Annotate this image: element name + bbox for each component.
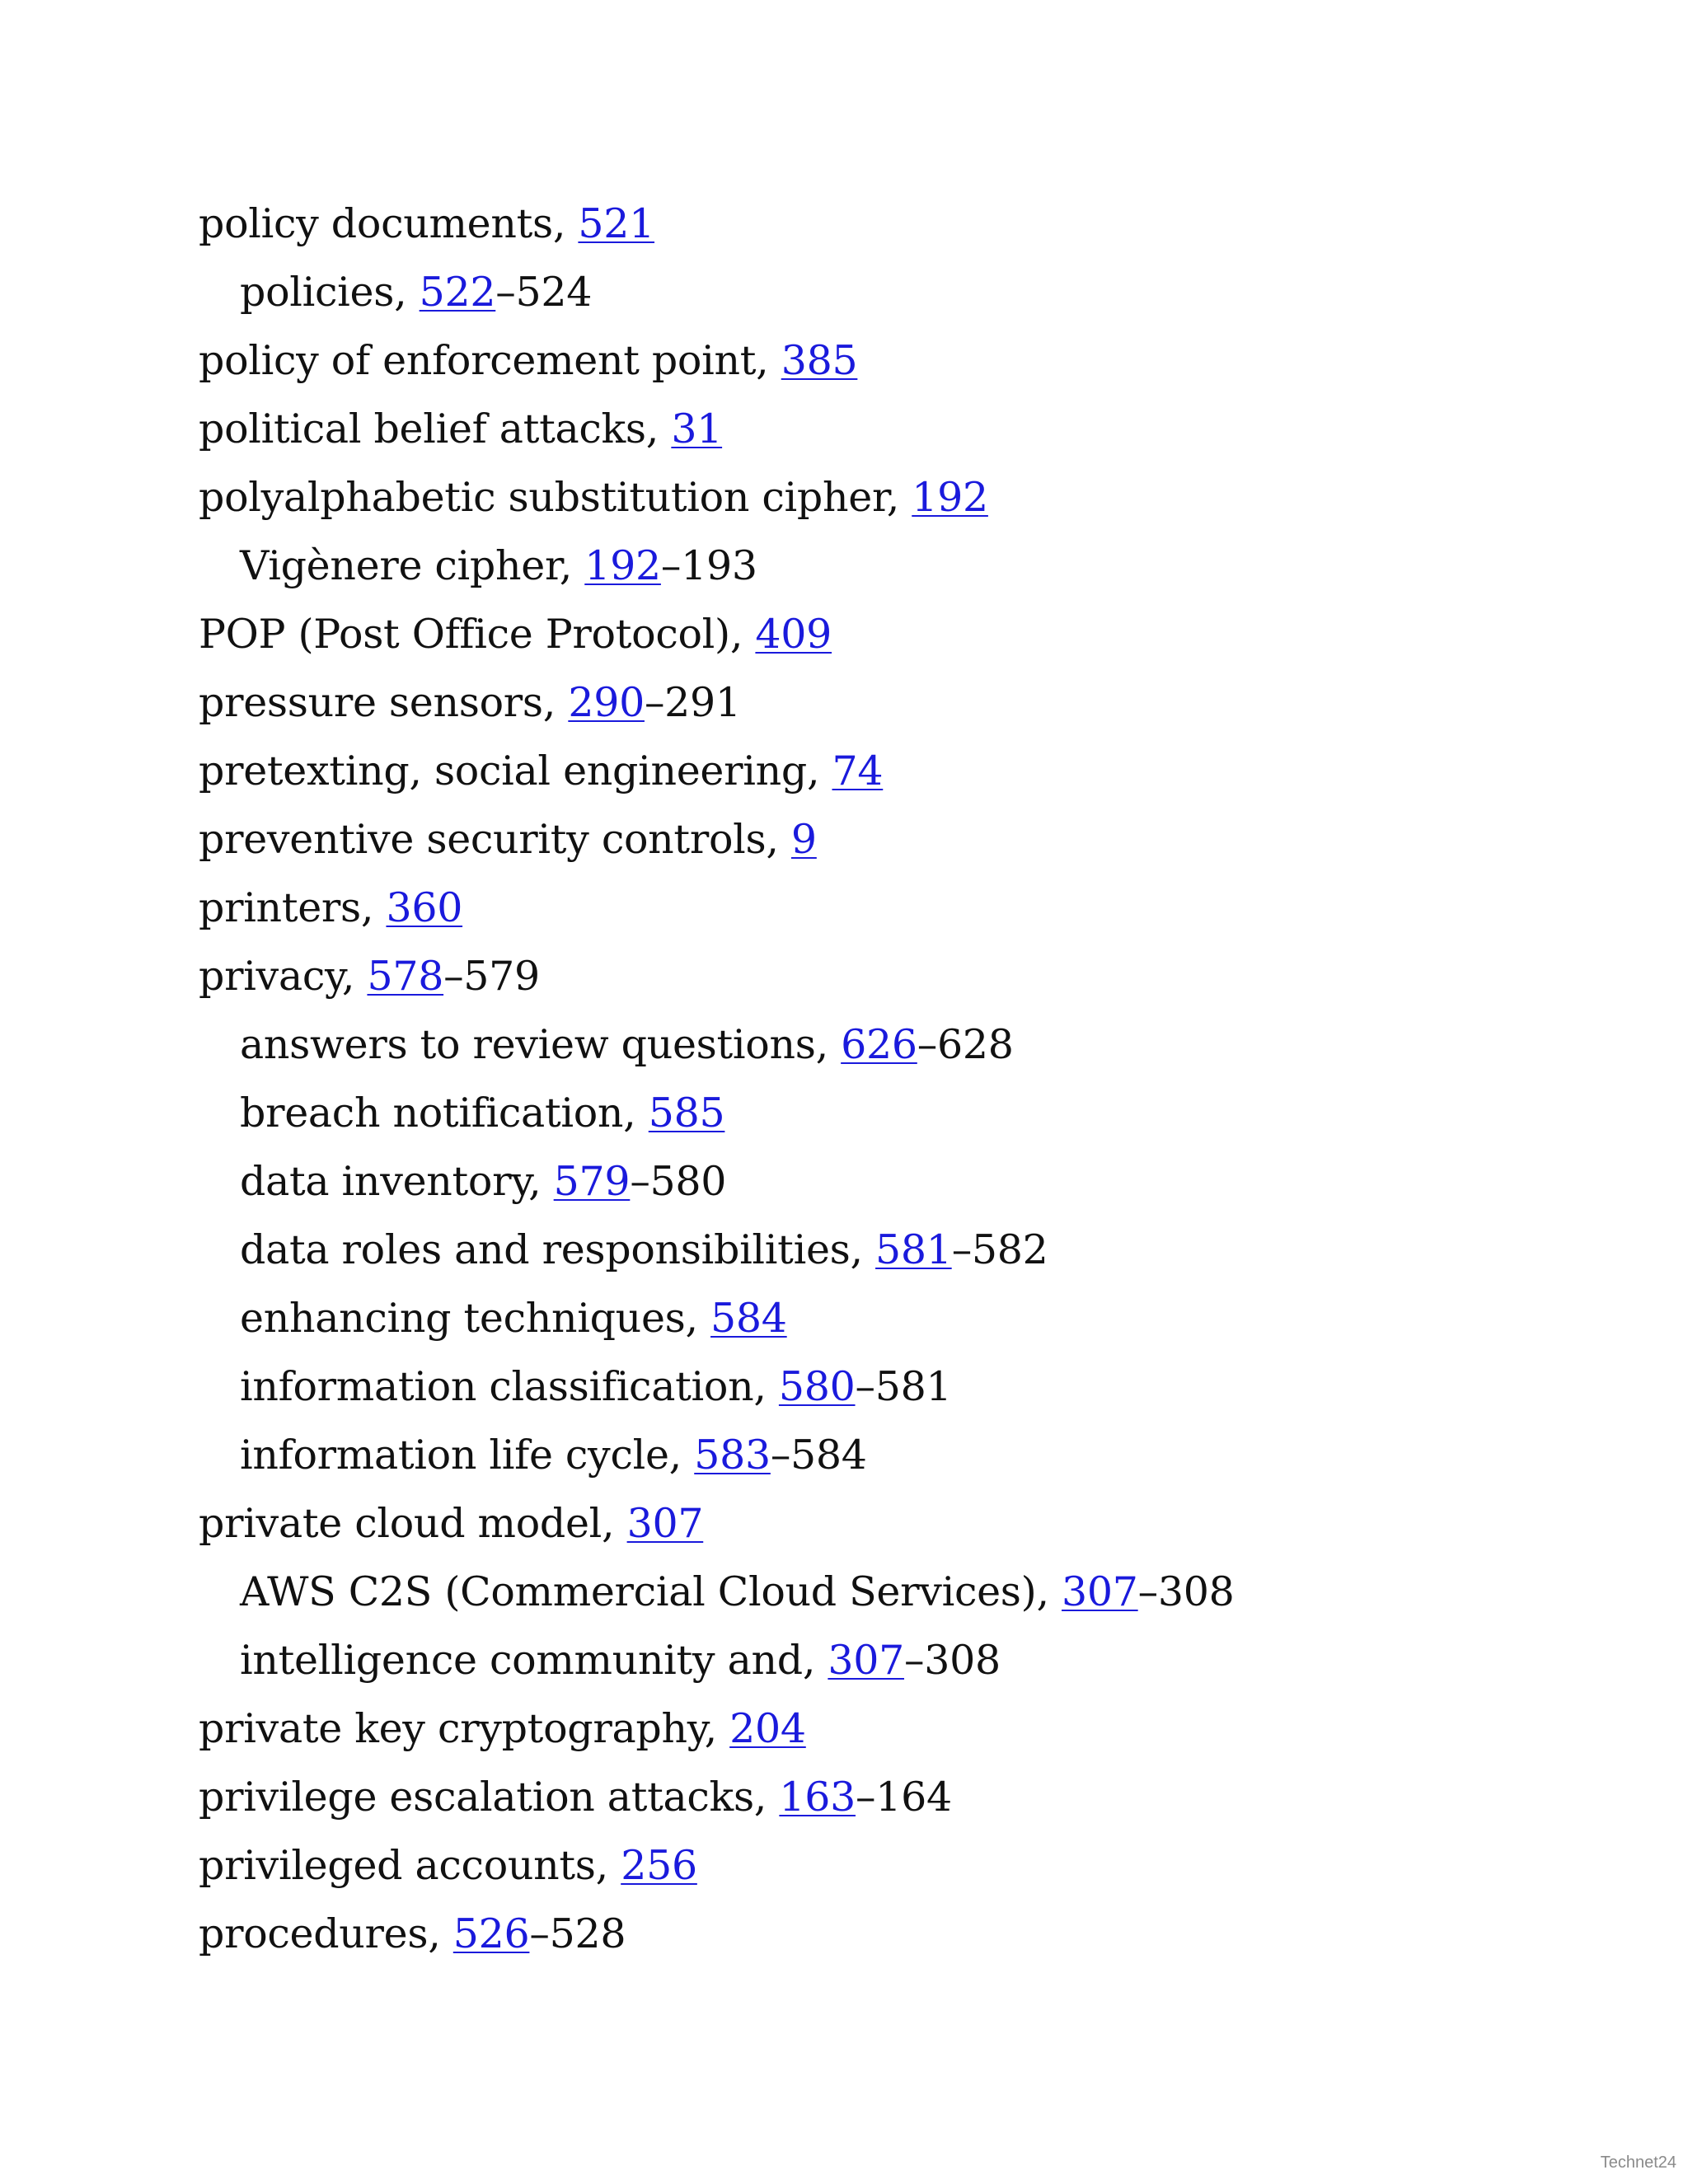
index-subentry xyxy=(199,1010,1234,1079)
index-subentry xyxy=(199,1352,1234,1421)
page-range-end: –581 xyxy=(855,1363,952,1410)
page-range-end: –524 xyxy=(495,269,593,316)
page-range-end: –308 xyxy=(1137,1568,1235,1615)
page-link[interactable]: 192 xyxy=(584,542,661,589)
index-term: policies, xyxy=(240,269,420,316)
page-link[interactable]: 585 xyxy=(648,1090,725,1137)
index-entry xyxy=(199,805,1234,874)
index-entry xyxy=(199,1694,1234,1763)
index-entry xyxy=(199,1489,1234,1558)
index-entry xyxy=(199,600,1234,668)
page-range-end: –291 xyxy=(644,679,741,726)
index-term: polyalphabetic substitution cipher, xyxy=(199,474,912,521)
index-term: POP (Post Office Protocol), xyxy=(199,611,756,658)
page-range-end: –628 xyxy=(917,1021,1014,1068)
page-link[interactable]: 626 xyxy=(841,1021,917,1068)
index-term: procedures, xyxy=(199,1910,453,1957)
index-subentry xyxy=(199,532,1234,600)
index-term: printers, xyxy=(199,884,387,931)
page-link[interactable]: 583 xyxy=(694,1432,771,1479)
index-entry xyxy=(199,737,1234,805)
page-link[interactable]: 581 xyxy=(875,1226,952,1273)
index-term: intelligence community and, xyxy=(240,1637,828,1684)
index-term: information life cycle, xyxy=(240,1432,695,1479)
index-subentry xyxy=(199,1558,1234,1626)
index-term: pressure sensors, xyxy=(199,679,569,726)
index-subentry xyxy=(199,1421,1234,1489)
page-link[interactable]: 256 xyxy=(621,1842,697,1889)
page-link[interactable]: 526 xyxy=(452,1910,530,1957)
index-entry xyxy=(199,1831,1234,1900)
index-term: breach notification, xyxy=(240,1090,649,1137)
index-entry xyxy=(199,463,1234,532)
page-range-end: –528 xyxy=(529,1910,626,1957)
page-range-end: –164 xyxy=(856,1774,952,1821)
page-range-end: –580 xyxy=(630,1158,727,1205)
page-link[interactable]: 9 xyxy=(790,816,817,863)
index-subentry xyxy=(199,1216,1234,1284)
page-link[interactable]: 307 xyxy=(1062,1568,1138,1615)
index-entry xyxy=(199,1763,1234,1831)
index-term: privileged accounts, xyxy=(199,1842,621,1889)
index-subentry xyxy=(199,258,1234,326)
index-list xyxy=(199,190,1234,1968)
page-link[interactable]: 522 xyxy=(419,269,496,316)
index-term: private key cryptography, xyxy=(199,1705,730,1752)
index-entry xyxy=(199,942,1234,1010)
page-link[interactable]: 290 xyxy=(568,679,645,726)
page-range-end: –584 xyxy=(770,1432,867,1479)
index-term: answers to review questions, xyxy=(240,1021,842,1068)
index-term: privacy, xyxy=(199,953,368,1000)
index-entry xyxy=(199,190,1234,258)
page-link[interactable]: 579 xyxy=(553,1158,631,1205)
index-term: political belief attacks, xyxy=(199,405,672,452)
page-link[interactable]: 307 xyxy=(828,1637,905,1684)
index-term: private cloud model, xyxy=(199,1500,627,1547)
page-link[interactable]: 580 xyxy=(778,1363,856,1410)
index-term: pretexting, social engineering, xyxy=(199,748,832,794)
page-link[interactable]: 74 xyxy=(832,748,884,794)
index-term: preventive security controls, xyxy=(199,816,791,863)
page-link[interactable]: 192 xyxy=(912,474,988,521)
index-term: information classification, xyxy=(240,1363,779,1410)
page-link[interactable]: 204 xyxy=(729,1705,806,1752)
index-term: data inventory, xyxy=(240,1158,554,1205)
page-link[interactable]: 409 xyxy=(755,611,832,658)
page-range-end: –579 xyxy=(443,953,540,1000)
page-link[interactable]: 578 xyxy=(367,953,444,1000)
index-term: policy of enforcement point, xyxy=(199,337,781,384)
page-range-end: –582 xyxy=(951,1226,1048,1273)
index-term: policy documents, xyxy=(199,200,579,247)
index-subentry xyxy=(199,1147,1234,1216)
page-range-end: –308 xyxy=(904,1637,1001,1684)
index-term: enhancing techniques, xyxy=(240,1295,711,1342)
index-subentry xyxy=(199,1284,1234,1352)
page-link[interactable]: 360 xyxy=(386,884,463,931)
page-link[interactable]: 521 xyxy=(578,200,655,247)
page-range-end: –193 xyxy=(660,542,757,589)
index-entry xyxy=(199,668,1234,737)
page-link[interactable]: 163 xyxy=(779,1774,856,1821)
page-link[interactable]: 307 xyxy=(626,1500,704,1547)
index-entry xyxy=(199,326,1234,395)
index-entry xyxy=(199,1900,1234,1968)
index-entry xyxy=(199,874,1234,942)
index-term: privilege escalation attacks, xyxy=(199,1774,780,1821)
index-term: Vigènere cipher, xyxy=(240,542,585,589)
page-link[interactable]: 385 xyxy=(781,337,858,384)
page-link[interactable]: 584 xyxy=(710,1295,787,1342)
index-term: data roles and responsibilities, xyxy=(240,1226,876,1273)
watermark: Technet24 xyxy=(1600,2154,1676,2172)
index-subentry xyxy=(199,1626,1234,1694)
index-subentry xyxy=(199,1079,1234,1147)
index-entry xyxy=(199,395,1234,463)
index-term: AWS C2S (Commercial Cloud Services), xyxy=(240,1568,1062,1615)
page-link[interactable]: 31 xyxy=(671,405,723,452)
